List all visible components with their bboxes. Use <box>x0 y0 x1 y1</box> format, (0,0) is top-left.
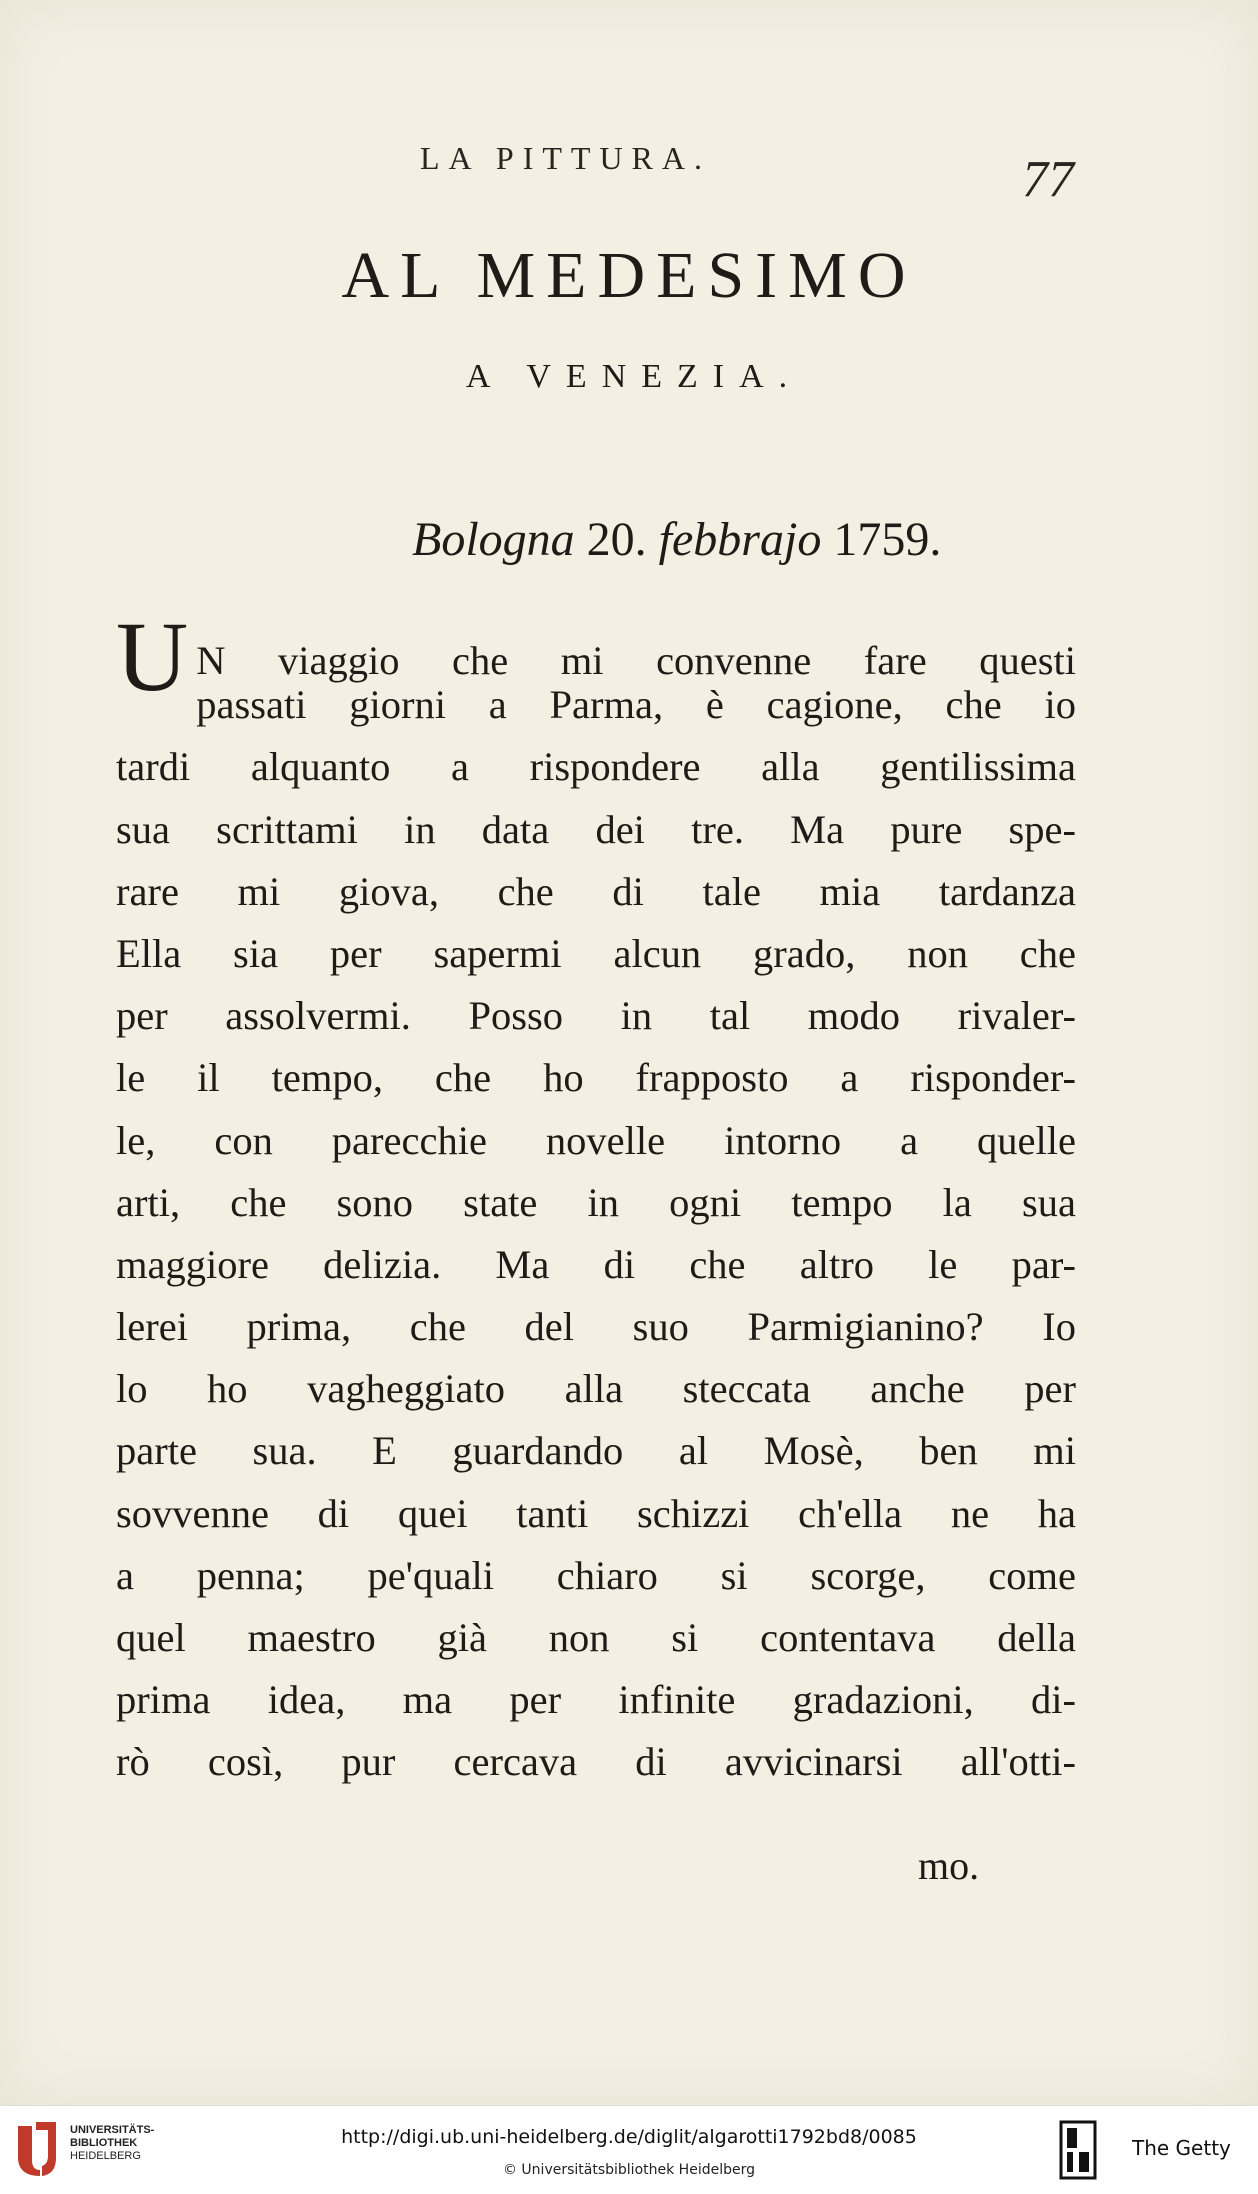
dateline-month: febbrajo <box>658 513 822 566</box>
text-line: rò così, pur cercava di avvicinarsi all'otti- <box>116 1739 1076 1785</box>
permalink-url[interactable]: http://digi.ub.uni-heidelberg.de/diglit/algarotti1792bd8/0085 <box>341 2126 917 2148</box>
viewer-footer <box>0 2105 1258 2194</box>
text-line: Ella sia per sapermi alcun grado, non che <box>116 930 1076 976</box>
dateline-place: Bologna <box>412 513 575 566</box>
text-line: rare mi giova, che di tale mia tardanza <box>116 868 1076 914</box>
text-line: a penna; pe'quali chiaro si scorge, come <box>116 1552 1076 1598</box>
text-line: quel maestro già non si contentava della <box>116 1615 1076 1660</box>
running-head: LA PITTURA. <box>420 140 711 176</box>
dateline-day: 20. <box>586 513 647 566</box>
text-line: lo ho vagheggiato alla steccata anche per <box>116 1366 1076 1412</box>
text-line: maggiore delizia. Ma di che altro le par- <box>116 1241 1076 1287</box>
getty-logo-icon <box>1059 2120 1097 2180</box>
text-line: le il tempo, che ho frapposto a risponder- <box>116 1055 1076 1101</box>
letter-body <box>116 601 1076 1794</box>
getty-name: The Getty <box>1132 2136 1231 2160</box>
text-line: passati giorni a Parma, è cagione, che io <box>196 682 1076 728</box>
letter-subtitle: A VENEZIA. <box>465 358 803 395</box>
text-line: tardi alquanto a rispondere alla gentilissima <box>116 744 1076 790</box>
catchword: mo. <box>918 1843 980 1888</box>
dateline <box>412 512 941 567</box>
text-line: arti, che sono state in ogni tempo la sua <box>116 1179 1076 1225</box>
text-line: prima idea, ma per infinite gradazioni, di- <box>116 1677 1076 1723</box>
letter-title: AL MEDESIMO <box>341 239 917 312</box>
text-line: sovvenne di quei tanti schizzi ch'ella ne ha <box>116 1490 1076 1536</box>
text-line: le, con parecchie novelle intorno a quelle <box>116 1117 1076 1163</box>
text-line: per assolvermi. Posso in tal modo rivaler- <box>116 993 1076 1039</box>
library-name-line: HEIDELBERG <box>70 2150 141 2162</box>
page-number: 77 <box>1022 151 1074 208</box>
text-line: parte sua. E guardando al Mosè, ben mi <box>116 1428 1076 1474</box>
drop-cap: U <box>116 601 189 712</box>
dateline-year: 1759. <box>833 513 942 566</box>
text-line: lerei prima, che del suo Parmigianino? Io <box>116 1304 1076 1350</box>
text-line: sua scrittami in data dei tre. Ma pure spe- <box>116 806 1076 852</box>
library-name-line: BIBLIOTHEK <box>70 2137 138 2149</box>
copyright-notice: © Universitätsbibliothek Heidelberg <box>502 2162 755 2178</box>
library-name-line: UNIVERSITÄTS- <box>70 2124 155 2136</box>
text-line-first: N viaggio che mi convenne fare questi <box>196 638 1076 683</box>
